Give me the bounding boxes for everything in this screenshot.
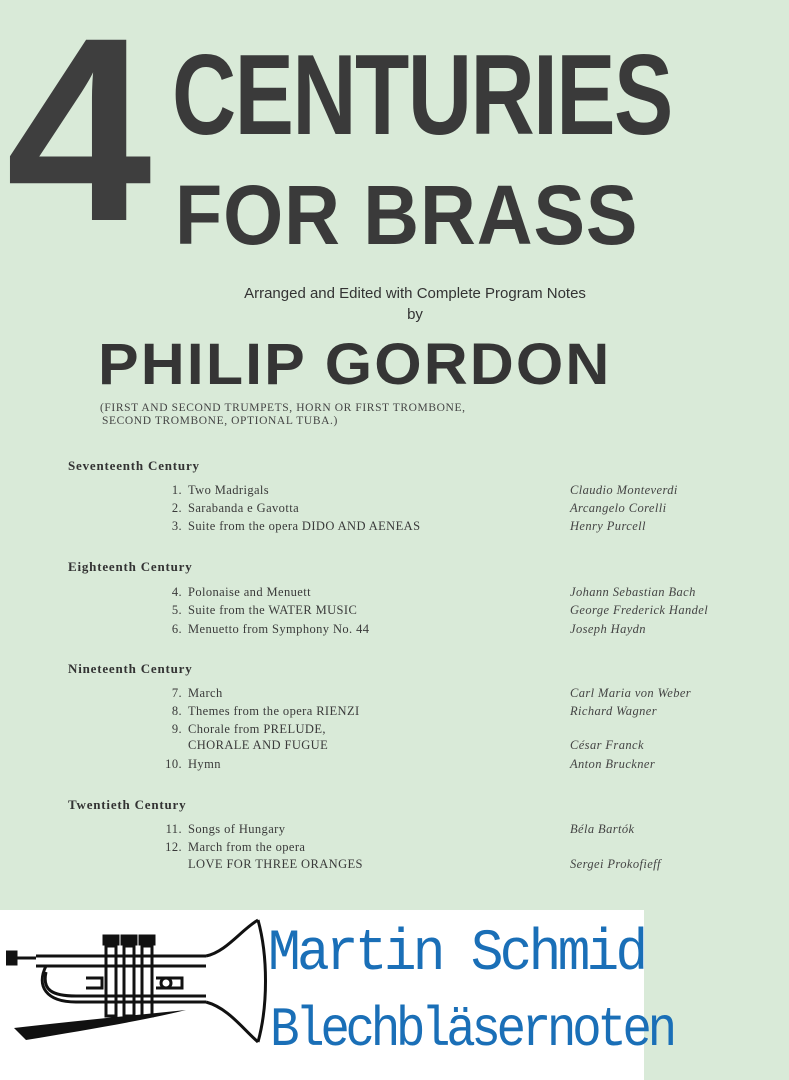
item-number: 5. <box>171 603 182 617</box>
item-work: Two Madrigals <box>188 483 270 497</box>
item-work: Songs of Hungary <box>188 822 286 836</box>
arranged-credit: Arranged and Edited with Complete Program Notes <box>244 285 586 302</box>
item-number: 6. <box>171 622 182 636</box>
item-number: 8. <box>171 704 182 718</box>
logo-subtitle: Blechbläsernoten <box>270 998 673 1062</box>
list-item <box>160 622 760 640</box>
list-item <box>160 757 760 775</box>
item-work: LOVE FOR THREE ORANGES <box>188 857 363 871</box>
list-item <box>160 822 760 840</box>
item-number: 11. <box>165 822 182 836</box>
list-item <box>160 519 760 537</box>
title-centuries: CENTURIES <box>172 32 672 159</box>
item-composer: Sergei Prokofieff <box>570 857 661 871</box>
item-number: 2. <box>171 501 182 515</box>
item-number: 3. <box>171 519 182 533</box>
item-composer: Joseph Haydn <box>570 622 646 636</box>
title-number: 4 <box>6 0 146 276</box>
item-work: March from the opera <box>188 840 306 854</box>
list-item <box>160 483 760 501</box>
item-work: March <box>188 686 223 700</box>
by-label: by <box>407 306 423 323</box>
list-item <box>160 686 760 704</box>
section-heading: Eighteenth Century <box>68 559 193 574</box>
item-composer: Claudio Monteverdi <box>570 483 678 497</box>
section-heading: Seventeenth Century <box>68 458 200 473</box>
logo-name: Martin Schmid <box>268 922 645 987</box>
list-item <box>160 501 760 519</box>
item-work: CHORALE AND FUGUE <box>188 738 329 752</box>
instrumentation-note <box>100 402 466 428</box>
instrumentation-line-2: SECOND TROMBONE, OPTIONAL TUBA.) <box>102 415 338 427</box>
item-composer: César Franck <box>570 738 644 752</box>
publisher-logo <box>0 910 673 1080</box>
instrumentation-line-1: (FIRST AND SECOND TRUMPETS, HORN OR FIRST TROMBONE, <box>100 402 466 414</box>
item-composer: Arcangelo Corelli <box>570 501 667 515</box>
item-work: Suite from the WATER MUSIC <box>188 603 358 617</box>
item-composer: Anton Bruckner <box>570 757 656 771</box>
item-number: 10. <box>165 757 182 771</box>
item-number: 4. <box>171 585 182 599</box>
item-number: 12. <box>165 840 182 854</box>
item-number: 1. <box>171 483 182 497</box>
item-composer: Carl Maria von Weber <box>570 686 692 700</box>
list-item <box>160 603 760 621</box>
list-item <box>160 585 760 603</box>
list-item <box>160 840 760 858</box>
section-heading: Twentieth Century <box>68 797 187 812</box>
item-composer: Johann Sebastian Bach <box>570 585 696 599</box>
author-name: PHILIP GORDON <box>98 332 612 397</box>
item-composer: George Frederick Handel <box>570 603 709 617</box>
item-work: Hymn <box>188 757 221 771</box>
title-for-brass: FOR BRASS <box>175 168 639 262</box>
section-heading: Nineteenth Century <box>68 661 193 676</box>
item-work: Themes from the opera RIENZI <box>188 704 360 718</box>
item-work: Polonaise and Menuett <box>188 585 311 599</box>
item-composer: Henry Purcell <box>570 519 646 533</box>
item-composer: Béla Bartók <box>570 822 635 836</box>
list-item <box>160 738 760 756</box>
item-composer: Richard Wagner <box>570 704 657 718</box>
item-work: Chorale from PRELUDE, <box>188 722 326 736</box>
item-number: 9. <box>171 722 182 736</box>
item-work: Sarabanda e Gavotta <box>188 501 300 515</box>
item-work: Suite from the opera DIDO AND AENEAS <box>188 519 421 533</box>
item-work: Menuetto from Symphony No. 44 <box>188 622 370 636</box>
list-item <box>160 704 760 722</box>
list-item <box>160 857 760 875</box>
trumpet-icon <box>6 916 268 1046</box>
item-number: 7. <box>171 686 182 700</box>
